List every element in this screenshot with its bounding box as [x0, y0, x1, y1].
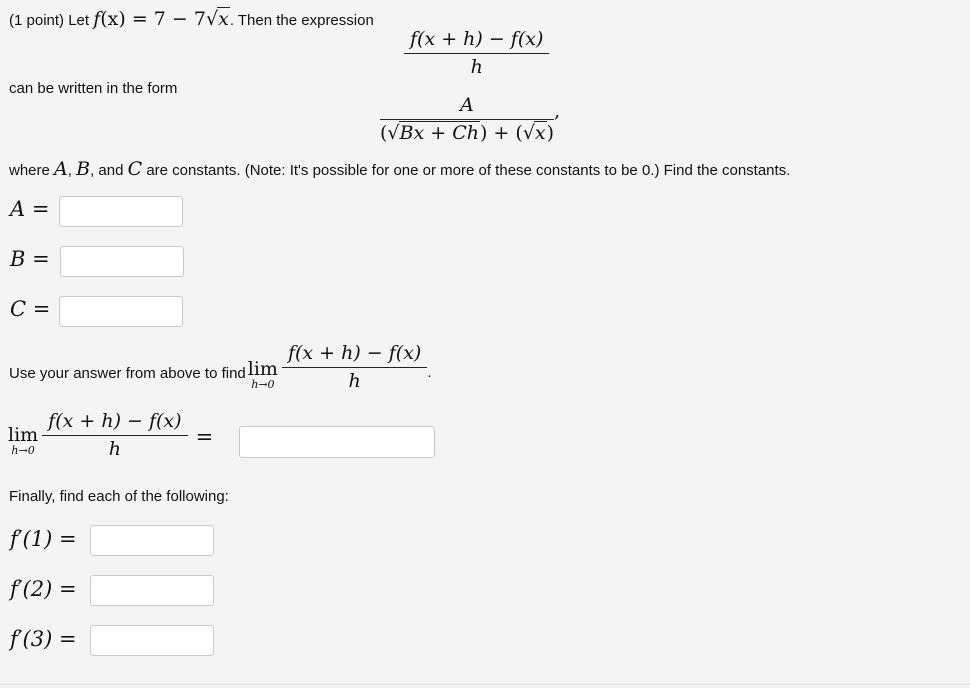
const-b-symbol: B — [76, 158, 91, 180]
limit-answer-input[interactable] — [239, 426, 435, 458]
lim-word-2: lim — [8, 423, 39, 446]
const-a-symbol: A — [54, 158, 68, 180]
where-line — [9, 158, 790, 180]
can-be-written-text: can be written in the form — [9, 80, 178, 97]
func-def-mid: (x) = 7 − 7 — [100, 8, 206, 30]
f-symbol: f — [93, 8, 101, 30]
sqrt-icon: √ — [205, 8, 219, 30]
paren-close: ) — [546, 122, 555, 144]
finally-text: Finally, find each of the following: — [9, 488, 229, 505]
limit-operator-2 — [8, 424, 38, 457]
radicand-x: x — [534, 122, 546, 144]
limit-fraction — [282, 342, 427, 392]
label-b: B = — [10, 247, 50, 271]
divider — [0, 684, 970, 685]
label-f-prime-2: f′(2) = — [10, 577, 77, 601]
limit-numerator: f(x + h) − f(x) — [287, 342, 422, 364]
answer-f-prime-2-input[interactable] — [90, 575, 214, 606]
dq-denominator: h — [470, 56, 483, 78]
form-expression — [380, 94, 560, 144]
label-f-prime-3: f′(3) = — [10, 627, 77, 651]
form-comma: , — [554, 100, 561, 122]
label-f-prime-1: f′(1) = — [10, 527, 77, 551]
limit-equals: = — [195, 425, 214, 449]
limit-numerator-2: f(x + h) − f(x) — [48, 410, 182, 432]
limit-period: . — [427, 363, 432, 381]
answer-f-prime-3-input[interactable] — [90, 625, 214, 656]
func-def-radicand: x — [218, 8, 229, 30]
limit-prompt-text: Use your answer from above to find — [9, 364, 246, 382]
where-sep2: , and — [90, 162, 128, 179]
where-prefix: where — [9, 162, 55, 179]
limit-operator — [248, 358, 278, 391]
sqrt-icon: √ — [387, 122, 400, 144]
paren-open: ( — [380, 122, 388, 144]
label-a: A = — [10, 197, 50, 221]
answer-a-input[interactable] — [59, 196, 183, 227]
lim-subscript-2: h→0 — [11, 443, 35, 457]
form-numerator: A — [460, 94, 474, 116]
form-denominator — [380, 120, 554, 144]
points-text: (1 point) Let — [9, 12, 94, 29]
lim-subscript: h→0 — [251, 377, 275, 391]
answer-b-input[interactable] — [60, 246, 184, 277]
limit-denominator-2: h — [108, 438, 121, 460]
answer-f-prime-1-input[interactable] — [90, 525, 214, 556]
radicand-bx-ch: Bx + Ch — [399, 122, 479, 144]
limit-denominator: h — [348, 370, 361, 392]
limit-answer-row — [8, 410, 213, 460]
lim-word: lim — [247, 357, 278, 380]
label-c: C = — [10, 297, 51, 321]
problem-intro — [9, 8, 374, 30]
limit-prompt — [9, 342, 432, 392]
sqrt-icon: √ — [522, 122, 535, 144]
where-sep1: , — [67, 162, 77, 179]
where-suffix: are constants. (Note: It's possible for one or more of these constants to be 0.) Find the constants. — [142, 162, 791, 179]
dq-numerator: f(x + h) − f(x) — [410, 28, 544, 50]
const-c-symbol: C — [127, 158, 143, 180]
form-den-mid: ) + ( — [479, 122, 523, 144]
limit-fraction-2 — [42, 410, 187, 460]
then-text: . Then the expression — [229, 12, 374, 29]
difference-quotient — [404, 28, 549, 78]
answer-c-input[interactable] — [59, 296, 183, 327]
